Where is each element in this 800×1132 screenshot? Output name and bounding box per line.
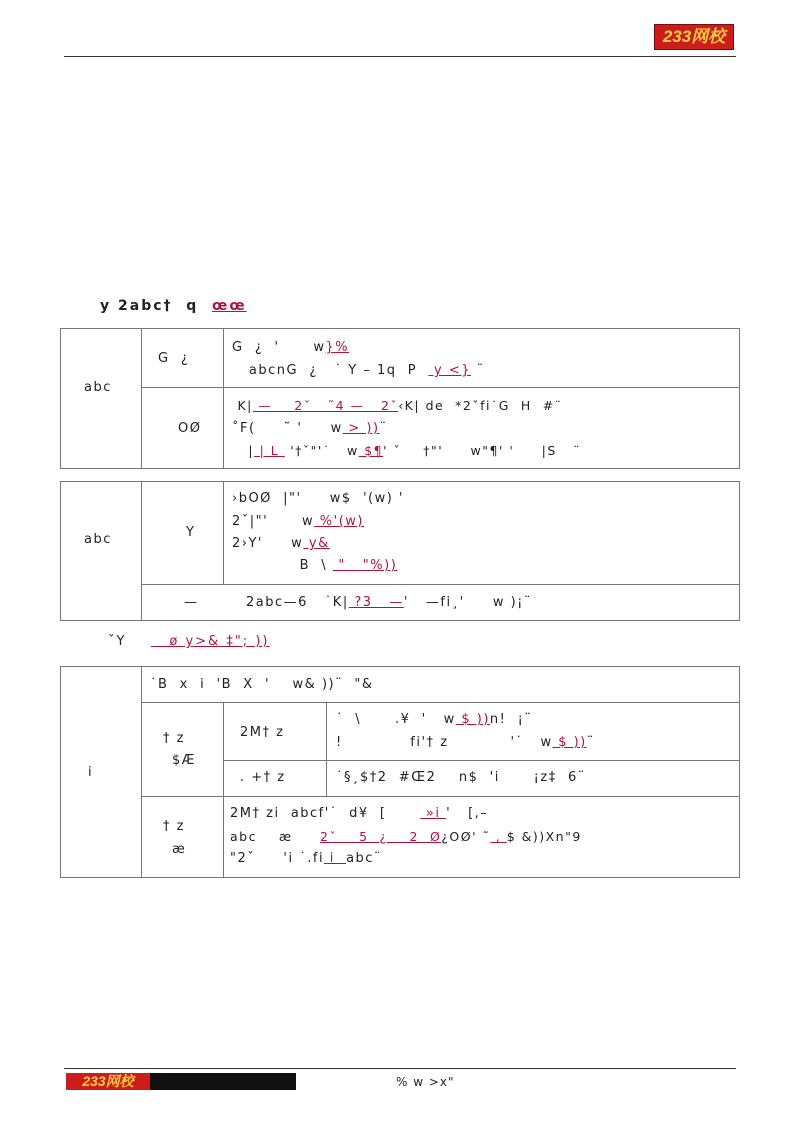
table3-divider-3 — [326, 703, 327, 796]
section2-heading-link[interactable]: ø y>& ‡"; )) — [150, 634, 270, 649]
table3-divider-1 — [141, 667, 142, 877]
section1-heading-text: y 2abc† q — [100, 298, 213, 314]
logo-bottom: 233网校 — [66, 1073, 150, 1090]
section2-heading: ˇY ø y>& ‡"; )) — [108, 634, 270, 649]
page-number: % w >x" — [396, 1075, 455, 1089]
table1-row1-line1: G ¿ ' w}% — [232, 340, 350, 355]
link-10[interactable]: ?3 — — [348, 595, 404, 610]
table1-row2-line1: K| — 2ˇ ˜4 — 2ˇ‹K| de *2ˇfi˙G H #¨ — [232, 398, 563, 413]
link-11[interactable]: $ )) — [455, 712, 490, 727]
table2-row-divider — [142, 584, 739, 585]
table3-row-divider-2 — [224, 760, 739, 761]
table3-sub2-line3: "2ˇ 'i ˙.fi i abc¨ — [230, 851, 382, 866]
table3-sub2-label-1: † z — [163, 819, 185, 834]
table1-row1-line2: abcnG ¿ ˙ Y – 1q P y <} ¨ — [232, 363, 485, 378]
table3-divider-2 — [223, 703, 224, 877]
table2-row2-line: 2abc—6 ˙K| ?3 —' —fi¸' w )¡¨ — [246, 595, 532, 610]
header-rule — [64, 56, 736, 57]
logo-top: 233网校 — [654, 24, 734, 50]
table3-sub1a-label: 2M† z — [240, 725, 285, 740]
section1-heading — [100, 298, 247, 314]
table3-sub2-line2: abc æ 2ˇ 5 ¿ 2 Ø¿OØ' ˜ , $ &))Xn"9 — [230, 829, 582, 844]
table2-row2-label: — — [184, 595, 199, 610]
table3-sub1a-line2: ! fi'† z '˙ w $ ))¨ — [336, 735, 595, 750]
link-16[interactable]: i — [324, 851, 347, 866]
table3-sub1b-label: . +† z — [240, 770, 286, 785]
footer-rule — [64, 1068, 736, 1069]
link-2[interactable]: y <} — [428, 363, 471, 378]
link-12[interactable]: $ )) — [552, 735, 587, 750]
link-15[interactable]: , — [490, 829, 507, 844]
table2-divider-1 — [141, 482, 142, 620]
link-9[interactable]: " "%)) — [332, 558, 398, 573]
link-5[interactable]: | L — [254, 443, 285, 458]
table3-row-divider-3 — [142, 796, 739, 797]
link-7[interactable]: %'(w) — [314, 514, 364, 529]
table3-sub1a-line1: ˙ \ .¥ ' w $ ))n! ¡¨ — [336, 712, 533, 727]
table3-sub1b-line: ˙§¸$†2 #Œ2 n$ 'i ¡z‡ 6¨ — [336, 770, 586, 785]
table2-row1-label: Y — [186, 525, 196, 540]
section1-heading-link[interactable]: œœ — [212, 298, 247, 314]
table2-row1-line2: 2ˇ|"' w %'(w) — [232, 514, 364, 529]
table1-row2-line3: | | L '†ˇ"'˙ w $¶' ˇ †"' w"¶' ' |S ¨ — [232, 443, 581, 458]
table1-row1-label: G ¿ — [158, 351, 190, 366]
table3-row-divider-1 — [142, 702, 739, 703]
table3-row1-line: ˙B x i 'B X ' w& ))¨ "& — [150, 677, 374, 692]
table1-row2-line2: ˚F( ˜ ' w > ))¨ — [232, 421, 388, 436]
footer-bar — [150, 1073, 296, 1090]
table3-sub1-label-2: $Æ — [172, 753, 196, 768]
table2-row1-line4: B \ " "%)) — [232, 558, 398, 573]
table2-left-label: abc — [84, 532, 112, 547]
table3-sub2-line1: 2M† zi abcf'˙ d¥ [ »i ' [,– — [230, 806, 489, 821]
table1-left-label: abc — [84, 380, 112, 395]
table3-sub2-label-2: æ — [172, 842, 187, 857]
link-1[interactable]: }% — [325, 340, 350, 355]
link-8[interactable]: y& — [303, 536, 330, 551]
link-3[interactable]: — 2ˇ ˜4 — 2ˇ — [252, 398, 399, 413]
table1-divider-1 — [141, 329, 142, 468]
table3-sub1-label-1: † z — [163, 731, 185, 746]
table2-row1-line1: ›bOØ |"' w$ '(w) ' — [232, 491, 404, 506]
table3-left-label: i — [88, 765, 94, 780]
table2-divider-2 — [223, 482, 224, 584]
table2-row1-line3: 2›Y' w y& — [232, 536, 330, 551]
table1-divider-2 — [223, 329, 224, 468]
link-6[interactable]: $¶ — [358, 443, 384, 458]
link-4[interactable]: > )) — [342, 421, 380, 436]
table1-row2-label: OØ — [178, 421, 202, 436]
link-14[interactable]: 2ˇ 5 ¿ 2 Ø — [320, 829, 442, 844]
table1-row-divider — [142, 387, 739, 388]
link-13[interactable]: »i — [420, 806, 447, 821]
